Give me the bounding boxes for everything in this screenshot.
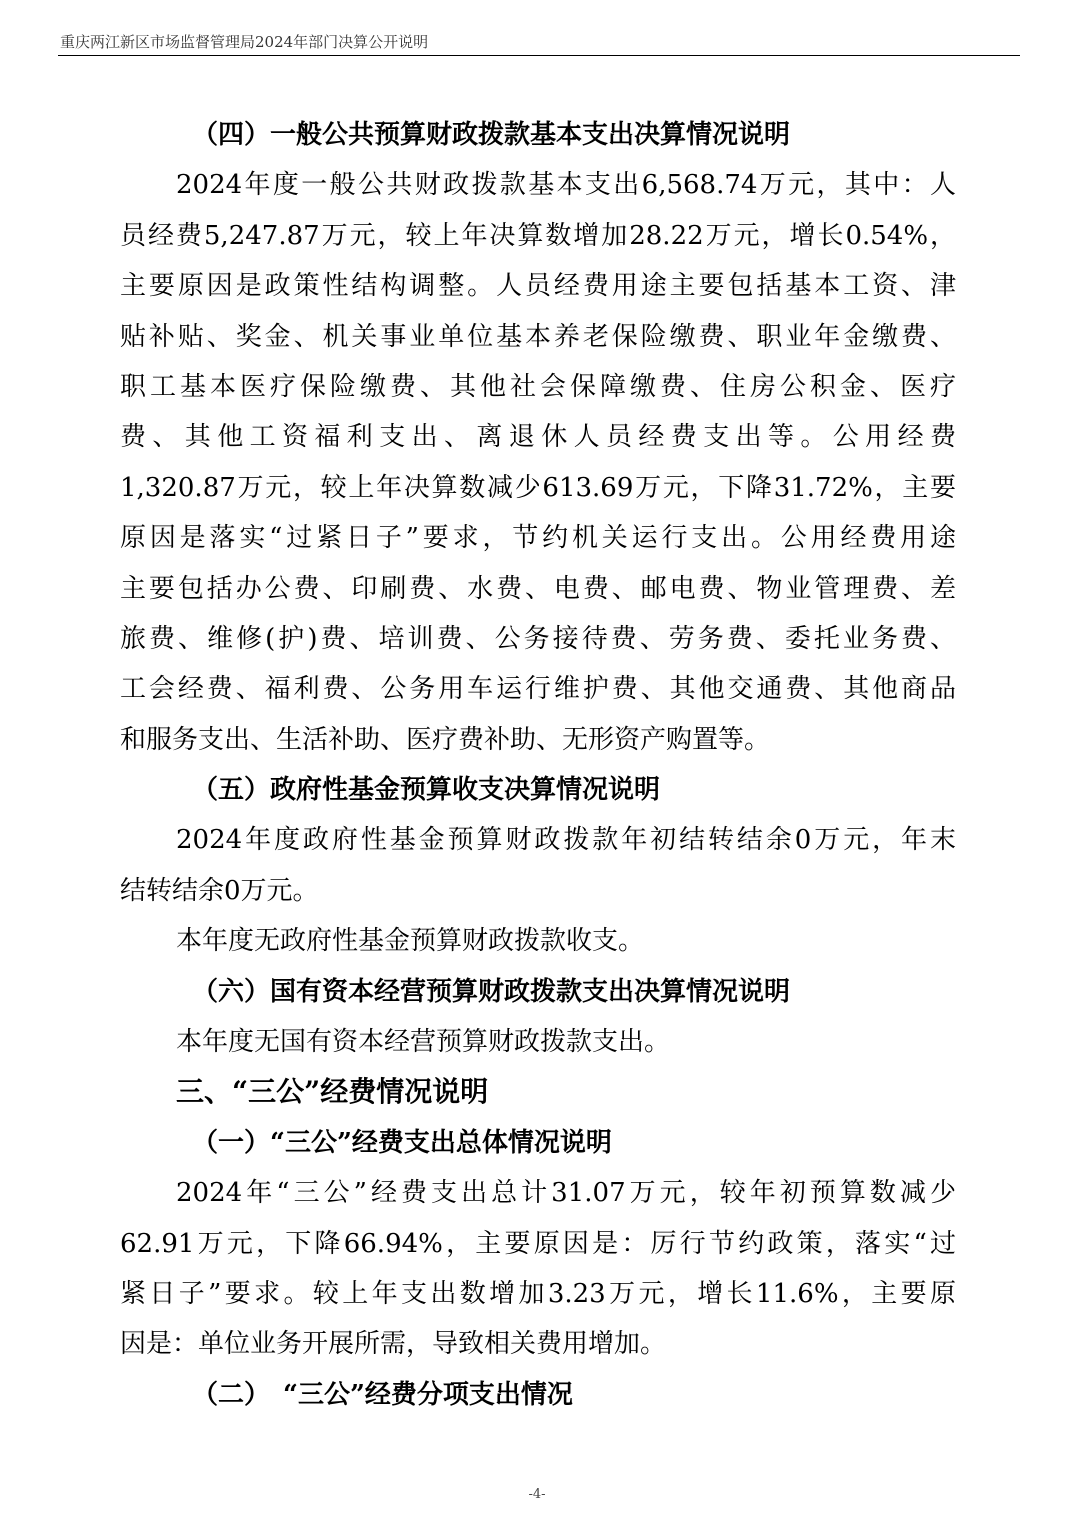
paragraph-line: 职工基本医疗保险缴费、其他社会保障缴费、住房公积金、医疗 (120, 371, 956, 402)
paragraph-line: 工会经费、福利费、公务用车运行维护费、其他交通费、其他商品 (120, 674, 956, 705)
paragraph-line: 员经费5,247.87万元，较上年决算数增加28.22万元，增长0.54%， (120, 220, 956, 251)
paragraph-line: 原因是落实“过紧日子”要求，节约机关运行支出。公用经费用途 (120, 523, 956, 554)
header-divider (58, 55, 1020, 56)
paragraph-line: 贴补贴、奖金、机关事业单位基本养老保险缴费、职业年金缴费、 (120, 321, 956, 352)
paragraph-line: 62.91万元，下降66.94%，主要原因是：厉行节约政策，落实“过 (120, 1228, 956, 1259)
paragraph-line: 本年度无政府性基金预算财政拨款收支。 (176, 926, 645, 957)
paragraph-line: 1,320.87万元，较上年决算数减少613.69万元，下降31.72%，主要 (120, 472, 956, 503)
section-heading-5: （五）政府性基金预算收支决算情况说明 (192, 775, 661, 806)
paragraph-line: 2024年度一般公共财政拨款基本支出6,568.74万元，其中：人 (176, 170, 956, 201)
page-number: -4- (528, 1487, 546, 1502)
paragraph-line: 紧日子”要求。较上年支出数增加3.23万元，增长11.6%，主要原 (120, 1278, 956, 1309)
paragraph-line: 因是：单位业务开展所需，导致相关费用增加。 (120, 1329, 667, 1360)
section-heading-3-2: （二） “三公”经费分项支出情况 (192, 1379, 573, 1410)
paragraph-line: 2024年“三公”经费支出总计31.07万元，较年初预算数减少 (176, 1178, 956, 1209)
running-header: 重庆两江新区市场监督管理局2024年部门决算公开说明 (60, 33, 429, 51)
section-heading-3-1: （一）“三公”经费支出总体情况说明 (192, 1127, 612, 1158)
paragraph-line: 主要原因是政策性结构调整。人员经费用途主要包括基本工资、津 (120, 271, 956, 302)
chapter-heading-3: 三、“三公”经费情况说明 (176, 1075, 489, 1109)
paragraph-line: 2024年度政府性基金预算财政拨款年初结转结余0万元，年末 (176, 825, 956, 856)
paragraph-line: 费、其他工资福利支出、离退休人员经费支出等。公用经费 (120, 422, 956, 453)
paragraph-line: 主要包括办公费、印刷费、水费、电费、邮电费、物业管理费、差 (120, 573, 956, 604)
paragraph-line: 结转结余0万元。 (120, 875, 319, 906)
paragraph-line: 本年度无国有资本经营预算财政拨款支出。 (176, 1027, 671, 1058)
section-heading-6: （六）国有资本经营预算财政拨款支出决算情况说明 (192, 976, 791, 1007)
paragraph-line: 旅费、维修(护)费、培训费、公务接待费、劳务费、委托业务费、 (120, 623, 956, 654)
document-body (120, 110, 956, 1420)
section-heading-4: （四）一般公共预算财政拨款基本支出决算情况说明 (192, 120, 791, 150)
paragraph-line: 和服务支出、生活补助、医疗费补助、无形资产购置等。 (120, 724, 771, 755)
